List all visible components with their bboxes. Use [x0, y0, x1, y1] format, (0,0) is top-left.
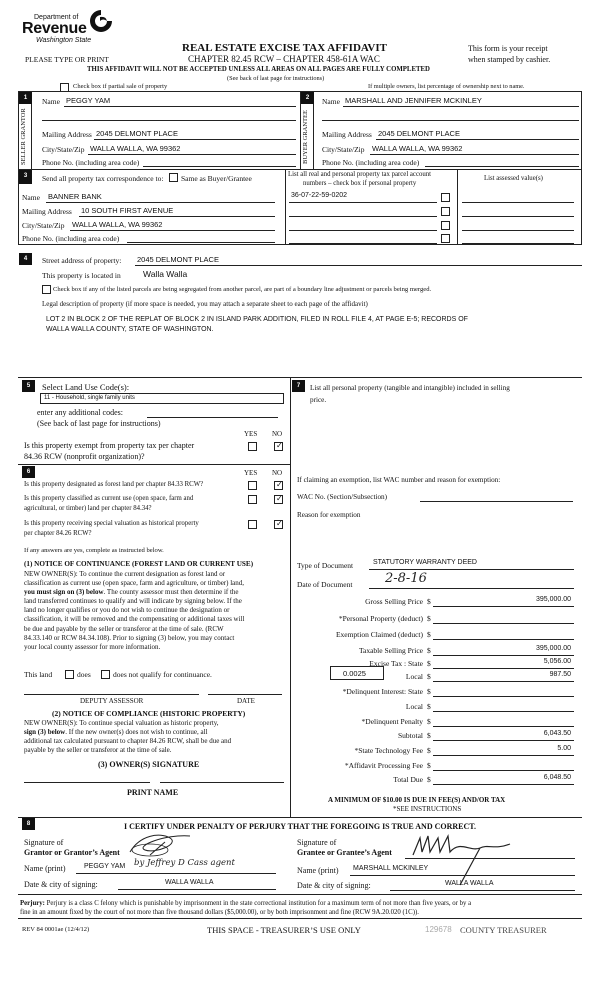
select-land-use-label: Select Land Use Code(s):	[42, 382, 130, 392]
assessed-value-field[interactable]	[462, 216, 574, 217]
notice-continuance-body: NEW OWNER(S): To continue the current designation as forest land or classification as current use (open space, farm and agriculture, or timber) land, you must sign on (3) below. The county assessor must then determine if the land transferred continues to qualify and will indicate by signing below. If the land no longer qualifies or you do not wish to continue the designation or classification, it will be removed and the compensating or additional taxes will be due and payable by the seller or transferor at the time of sale. (RCW 84.33.140 or RCW 84.34.108). Prior to signing (3) below, you may contact your local county assessor for more information.	[24, 570, 245, 651]
partial-sale-label: Check box if partial sale of property	[73, 83, 168, 90]
dor-logo	[22, 6, 122, 46]
minimum-due-note: A MINIMUM OF $10.00 IS DUE IN FEE(S) AND/OR TAX	[328, 796, 506, 804]
historic-question-2: per chapter 84.26 RCW?	[24, 530, 92, 537]
additional-codes-field[interactable]	[147, 417, 278, 418]
print-name-label: PRINT NAME	[127, 788, 179, 797]
currency-symbol: $	[427, 761, 431, 770]
section-number-4: 4	[19, 253, 32, 265]
tax-row-value[interactable]: 987.50	[549, 671, 571, 678]
corr-mailing-label: Mailing Address	[22, 207, 72, 216]
deputy-assessor-signature-line[interactable]	[24, 694, 199, 695]
parcel-number-field[interactable]	[289, 216, 437, 217]
receipt-note-2: when stamped by cashier.	[468, 55, 551, 64]
grantor-signature[interactable]	[125, 830, 200, 860]
does-qualify-checkbox[interactable]	[65, 670, 74, 679]
grantee-name-field[interactable]: MARSHALL MCKINLEY	[353, 865, 429, 872]
currency-symbol: $	[427, 659, 431, 668]
logo-revenue: Revenue	[22, 20, 87, 37]
no-header-6: NO	[272, 469, 283, 477]
same-as-buyer-label: Same as Buyer/Grantee	[181, 174, 252, 183]
corr-mailing-field[interactable]: 10 SOUTH FIRST AVENUE	[81, 206, 174, 215]
exempt-question-2: 84.36 RCW (nonprofit organization)?	[24, 452, 145, 461]
corr-phone-field[interactable]	[127, 242, 275, 243]
same-as-buyer-checkbox[interactable]	[169, 173, 178, 182]
buyer-side-label: BUYER GRANTEE	[302, 110, 309, 164]
land-use-selected-value: 11 - Household, single family units	[44, 395, 135, 401]
seller-name-field[interactable]: PEGGY YAM	[66, 96, 111, 105]
corr-name-label: Name	[22, 193, 40, 202]
buyer-name-label: Name	[322, 97, 340, 106]
segregated-checkbox[interactable]	[42, 285, 51, 294]
forest-land-question: Is this property designated as forest land per chapter 84.33 RCW?	[24, 481, 204, 488]
street-address-label: Street address of property:	[42, 256, 122, 265]
doc-date-label: Date of Document	[297, 580, 353, 589]
logo-dept-of: Department of	[34, 14, 79, 21]
notice-compliance-title: (2) NOTICE OF COMPLIANCE (HISTORIC PROPERTY)	[52, 709, 246, 718]
please-type-or-print: PLEASE TYPE OR PRINT	[25, 55, 109, 64]
personal-property-checkbox[interactable]	[441, 193, 450, 202]
wac-label: WAC No. (Section/Subsection)	[297, 493, 388, 501]
tax-row-value[interactable]: 5,056.00	[543, 658, 571, 665]
grantee-sig-label-1: Signature of	[297, 838, 337, 847]
grantor-name-label: Name (print)	[24, 864, 66, 873]
perjury-notice: Perjury: Perjury is a class C felony which is punishable by imprisonment in the state correctional institution for a maximum term of not more than five years, or by a fine in an amount fixed by the court of not more than five thousand dollars ($5,000.00), or by both imprisonment and fine (RCW 9A.20.020 (1C)).	[20, 900, 472, 916]
personal-property-checkbox[interactable]	[441, 207, 450, 216]
seller-phone-field[interactable]	[143, 166, 296, 167]
currency-symbol: $	[427, 702, 431, 711]
corr-city-field[interactable]: WALLA WALLA, WA 99362	[72, 220, 163, 229]
owner-signature-label: (3) OWNER(S) SIGNATURE	[98, 760, 200, 769]
grantee-city-field[interactable]: WALLA WALLA	[445, 880, 494, 887]
reason-label: Reason for exemption	[297, 511, 361, 519]
tax-row-value[interactable]: 6,048.50	[543, 774, 571, 781]
tax-row-value[interactable]: 395,000.00	[535, 596, 571, 603]
tax-row-label: *Personal Property (deduct)	[338, 614, 423, 623]
buyer-city-label: City/State/Zip	[322, 145, 365, 154]
assessed-value-field[interactable]	[462, 243, 574, 244]
tax-row-value[interactable]: 5.00	[557, 745, 571, 752]
doc-type-label: Type of Document	[297, 561, 354, 570]
tax-row-label: Gross Selling Price	[365, 597, 423, 606]
currency-symbol: $	[427, 597, 431, 606]
currency-symbol: $	[427, 630, 431, 639]
street-address-field[interactable]: 2045 DELMONT PLACE	[137, 255, 219, 264]
currency-symbol: $	[427, 614, 431, 623]
tax-row-label: *Delinquent Interest: State	[342, 687, 423, 696]
currency-symbol: $	[427, 717, 431, 726]
forest-no-checkbox[interactable]	[274, 481, 283, 490]
does-not-label: does not qualify for continuance.	[113, 670, 212, 679]
multiple-owners-note: If multiple owners, list percentage of ownership next to name.	[368, 83, 525, 90]
section-number-6: 6	[22, 466, 35, 478]
parcel-number-field[interactable]: 36-07-22-59-0202	[291, 192, 348, 199]
treasurer-use-only: THIS SPACE - TREASURER’S USE ONLY	[207, 925, 361, 935]
personal-property-label-2: price.	[310, 396, 327, 404]
buyer-city-field[interactable]: WALLA WALLA, WA 99362	[372, 144, 463, 153]
tax-row-value[interactable]: 395,000.00	[535, 645, 571, 652]
owner-signature-line-1[interactable]	[24, 782, 150, 783]
exempt-yes-checkbox[interactable]	[248, 442, 257, 451]
historic-yes-checkbox[interactable]	[248, 520, 257, 529]
tax-row-label: Excise Tax : State	[369, 659, 423, 668]
wac-field[interactable]	[420, 501, 573, 502]
forest-yes-checkbox[interactable]	[248, 481, 257, 490]
form-title: REAL ESTATE EXCISE TAX AFFIDAVIT	[182, 42, 387, 54]
tax-row-label: Subtotal	[397, 731, 423, 740]
buyer-phone-label: Phone No. (including area code)	[322, 158, 420, 167]
historic-question-1: Is this property receiving special valuation as historical property	[24, 520, 199, 527]
if-yes-instructions: If any answers are yes, complete as instructed below.	[24, 547, 164, 554]
buyer-mailing-field[interactable]: 2045 DELMONT PLACE	[378, 129, 460, 138]
currency-symbol: $	[427, 746, 431, 755]
buyer-mailing-label: Mailing Address	[322, 130, 372, 139]
personal-property-label-1: List all personal property (tangible and intangible) included in selling	[310, 384, 510, 392]
logo-washington-state: Washington State	[36, 37, 92, 44]
legal-description-line-1[interactable]: LOT 2 IN BLOCK 2 OF THE REPLAT OF BLOCK 2 IN ISLAND PARK ADDITION, FILED IN ROLL FILE 4, AT PAGE E-5; RECORDS OF	[46, 316, 468, 323]
grantor-name-field[interactable]: PEGGY YAM	[84, 863, 126, 870]
current-use-question-1: Is this property classified as current use (open space, farm and	[24, 495, 194, 502]
grantee-name-label: Name (print)	[297, 866, 339, 875]
corr-city-label: City/State/Zip	[22, 221, 65, 230]
personal-property-checkbox[interactable]	[441, 234, 450, 243]
parcel-number-field[interactable]	[289, 230, 437, 231]
tax-row-label: Local	[405, 672, 423, 681]
tax-row-label: Local	[405, 702, 423, 711]
owner-signature-line-2[interactable]	[160, 782, 284, 783]
assessed-value-field[interactable]	[462, 230, 574, 231]
certify-statement: I CERTIFY UNDER PENALTY OF PERJURY THAT THE FOREGOING IS TRUE AND CORRECT.	[124, 822, 477, 831]
segregated-label: Check box if any of the listed parcels are being segregated from another parcel, are part of a boundary line adjustment or parcels being merged.	[53, 286, 432, 293]
grantee-sig-label-2: Grantee or Grantee’s Agent	[297, 848, 392, 857]
exemption-instruction: If claiming an exemption, list WAC number and reason for exemption:	[297, 476, 501, 484]
tax-row-label: *State Technology Fee	[354, 746, 423, 755]
corr-name-field[interactable]: BANNER BANK	[48, 192, 102, 201]
assessed-header: List assessed value(s)	[484, 175, 543, 182]
this-land-label: This land	[24, 670, 53, 679]
seller-phone-label: Phone No. (including area code)	[42, 158, 140, 167]
send-correspondence-label: Send all property tax correspondence to:	[42, 174, 164, 183]
corr-phone-label: Phone No. (including area code)	[22, 234, 120, 243]
doc-type-field[interactable]: STATUTORY WARRANTY DEED	[373, 559, 477, 566]
seller-mailing-field[interactable]: 2045 DELMONT PLACE	[96, 129, 178, 138]
see-back-instructions: (See back of last page for instructions)	[227, 75, 325, 82]
current-use-no-checkbox[interactable]	[274, 495, 283, 504]
currency-symbol: $	[427, 672, 431, 681]
exempt-no-checkbox[interactable]	[274, 442, 283, 451]
tax-row-label: *Delinquent Penalty	[361, 717, 423, 726]
does-label: does	[77, 670, 91, 679]
legal-description-line-2[interactable]: WALLA WALLA COUNTY, STATE OF WASHINGTON.	[46, 326, 214, 333]
section-number-2: 2	[301, 92, 314, 104]
acceptance-warning: THIS AFFIDAVIT WILL NOT BE ACCEPTED UNLESS ALL AREAS ON ALL PAGES ARE FULLY COMPLETED	[87, 66, 430, 73]
seller-side-label: SELLER GRANTOR	[20, 108, 27, 166]
grantor-agent-handwritten[interactable]: by Jeffrey D Cass agent	[134, 858, 235, 868]
historic-no-checkbox[interactable]	[274, 520, 283, 529]
section-number-8: 8	[22, 818, 35, 830]
tax-row-label: Exemption Claimed (deduct)	[335, 630, 423, 639]
doc-date-field[interactable]: 2-8-16	[385, 571, 427, 586]
grantor-sig-label-2: Grantor or Grantor’s Agent	[24, 848, 120, 857]
no-header: NO	[272, 430, 283, 438]
land-use-see-back: (See back of last page for instructions)	[37, 419, 161, 428]
dor-swirl-icon	[88, 8, 114, 34]
local-rate-box[interactable]	[330, 666, 384, 680]
yes-header-6: YES	[244, 469, 258, 477]
does-not-qualify-checkbox[interactable]	[101, 670, 110, 679]
parcel-header-1: List all real and personal property tax parcel account	[288, 171, 432, 178]
seller-name-label: Name	[42, 97, 60, 106]
section-number-1: 1	[19, 92, 32, 104]
located-in-label: This property is located in	[42, 271, 121, 280]
section-number-3: 3	[19, 170, 32, 184]
form-id: REV 84 0001ae (12/4/12)	[22, 926, 90, 933]
current-use-yes-checkbox[interactable]	[248, 495, 257, 504]
located-in-field[interactable]: Walla Walla	[143, 269, 188, 279]
current-use-question-2: agricultural, or timber) land per chapter 84.34?	[24, 505, 152, 512]
parcel-header-2: numbers – check box if personal property	[303, 180, 417, 187]
see-instructions-note: *SEE INSTRUCTIONS	[393, 805, 462, 813]
tax-row-label: Total Due	[393, 775, 423, 784]
grantor-date-label: Date & city of signing:	[24, 880, 98, 889]
county-treasurer-stamp: COUNTY TREASURER	[460, 925, 547, 935]
section-number-5: 5	[22, 380, 35, 392]
date-label: DATE	[237, 697, 255, 705]
seller-city-field[interactable]: WALLA WALLA, WA 99362	[90, 144, 181, 153]
currency-symbol: $	[427, 646, 431, 655]
seller-city-label: City/State/Zip	[42, 145, 85, 154]
form-subtitle: CHAPTER 82.45 RCW – CHAPTER 458-61A WAC	[188, 54, 380, 64]
notice-continuance-title: (1) NOTICE OF CONTINUANCE (FOREST LAND OR CURRENT USE)	[24, 560, 254, 568]
currency-symbol: $	[427, 731, 431, 740]
personal-property-checkbox[interactable]	[441, 221, 450, 230]
treasurer-stamp-number: 129678	[425, 925, 452, 934]
additional-codes-label: enter any additional codes:	[37, 408, 123, 417]
currency-symbol: $	[427, 775, 431, 784]
grantor-sig-label-1: Signature of	[24, 838, 64, 847]
local-rate-value: 0.0025	[343, 669, 366, 678]
seller-mailing-label: Mailing Address	[42, 130, 92, 139]
assessed-value-field[interactable]	[462, 202, 574, 203]
assessor-date-line[interactable]	[208, 694, 282, 695]
grantor-city-field[interactable]: WALLA WALLA	[165, 879, 214, 886]
currency-symbol: $	[427, 687, 431, 696]
section-number-7: 7	[292, 380, 305, 392]
land-use-select[interactable]	[40, 393, 284, 404]
grantee-date-label: Date & city of signing:	[297, 881, 371, 890]
yes-header: YES	[244, 430, 258, 438]
buyer-phone-field[interactable]	[425, 166, 579, 167]
exempt-question-1: Is this property exempt from property tax per chapter	[24, 441, 195, 450]
buyer-name-field[interactable]: MARSHALL AND JENNIFER MCKINLEY	[345, 96, 482, 105]
parcel-number-field[interactable]	[289, 243, 437, 244]
tax-row-value[interactable]: 6,043.50	[543, 730, 571, 737]
tax-row-label: Taxable Selling Price	[358, 646, 423, 655]
receipt-note-1: This form is your receipt	[468, 44, 548, 53]
notice-compliance-body: NEW OWNER(S): To continue special valuation as historic property, sign (3) below. If the new owner(s) does not wish to continue, all additional tax calculated pursuant to chapter 84.26 RCW, shall be due and payable by the seller or transferor at the time of sale.	[24, 719, 232, 754]
legal-description-label: Legal description of property (if more space is needed, you may attach a separate sheet to each page of the affidavit)	[42, 300, 368, 308]
tax-row-label: *Affidavit Processing Fee	[344, 761, 423, 770]
deputy-assessor-label: DEPUTY ASSESSOR	[80, 697, 144, 705]
